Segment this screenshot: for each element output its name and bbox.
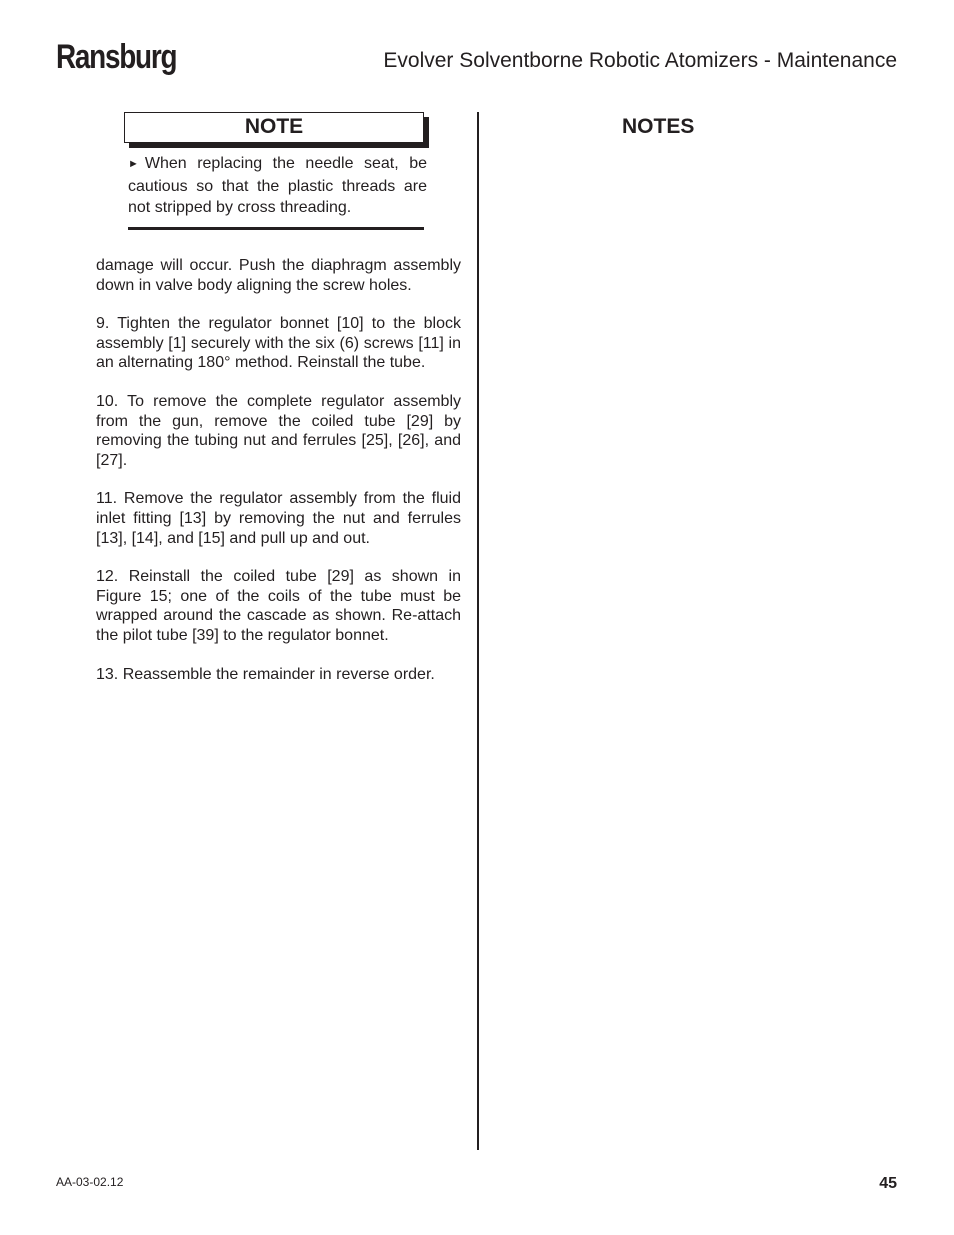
document-code: AA-03-02.12 — [56, 1175, 124, 1189]
note-text: When replacing the needle seat, be cautious so that the plastic threads are not stripped by cross threading. — [128, 155, 427, 216]
paragraph-continuation: damage will occur. Push the diaphragm assembly down in valve body aligning the screw holes. — [96, 257, 461, 294]
note-bottom-rule — [128, 227, 424, 230]
step-9: 9. Tighten the regulator bonnet [10] to the block assembly [1] securely with the six (6) screws [11] in an alternating 180° method. Reinstall the tube. — [96, 315, 461, 372]
step-10: 10. To remove the complete regulator assembly from the gun, remove the coiled tube [29] by removing the tubing nut and ferrules [25], [26], and [27]. — [96, 392, 461, 469]
page-number: 45 — [879, 1175, 897, 1192]
step-13: 13. Reassemble the remainder in reverse order. — [96, 665, 435, 683]
step-11: 11. Remove the regulator assembly from the fluid inlet fitting [13] by removing the nut and ferrules [13], [14], and [15] and pull up and out. — [96, 490, 461, 547]
brand-logo: Ransburg — [56, 38, 177, 76]
note-label: NOTE — [244, 115, 304, 138]
arrow-bullet-icon: ► — [128, 158, 139, 170]
note-callout-box — [124, 112, 424, 143]
document-title: Evolver Solventborne Robotic Atomizers - Maintenance — [383, 49, 897, 72]
note-text-block — [128, 153, 427, 218]
instruction-column — [96, 256, 461, 703]
column-divider — [477, 112, 479, 1150]
step-12: 12. Reinstall the coiled tube [29] as shown in Figure 15; one of the coils of the tube must be wrapped around the cascade as shown. Re-attach the pilot tube [39] to the regulator bonnet. — [96, 568, 461, 644]
notes-heading: NOTES — [622, 115, 695, 138]
